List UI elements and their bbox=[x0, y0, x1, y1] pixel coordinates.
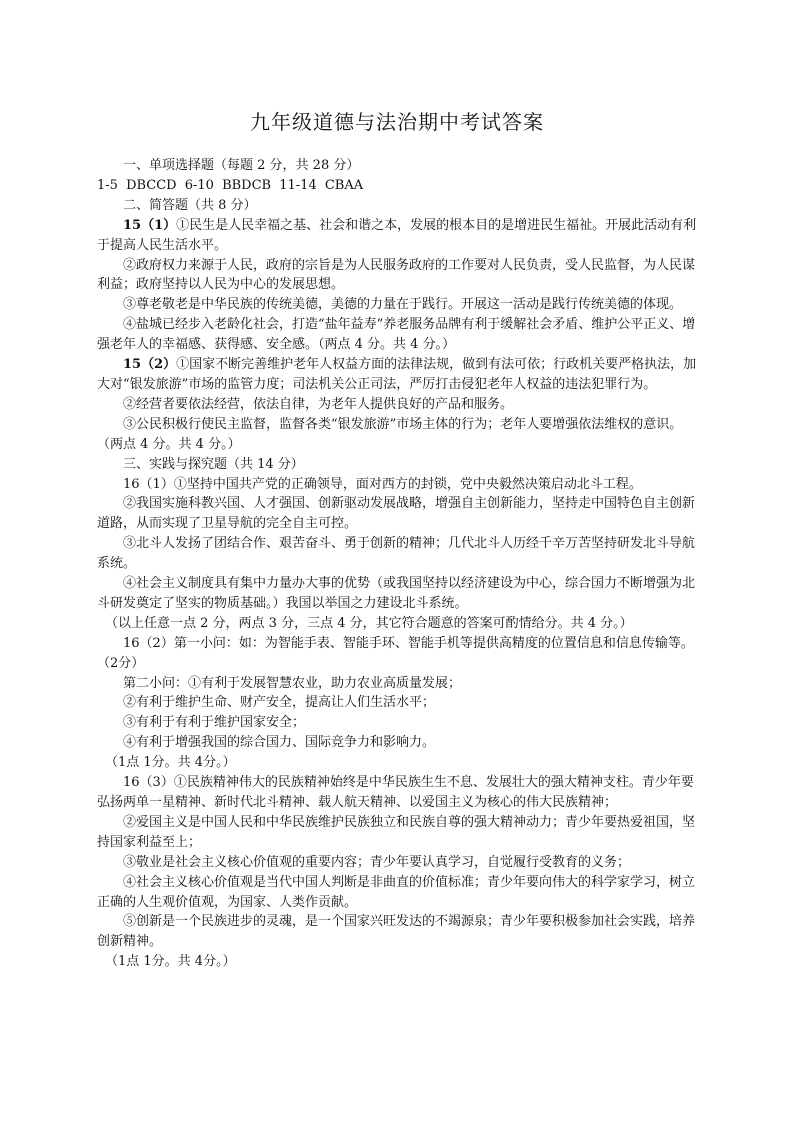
answer-paragraph bbox=[97, 475, 699, 495]
answer-paragraph bbox=[97, 693, 699, 713]
answer-paragraph bbox=[97, 733, 699, 753]
paragraph-text: ②有利于维护生命、财产安全，提高让人们生活水平； bbox=[123, 695, 436, 711]
answer-paragraph bbox=[97, 614, 699, 634]
paragraph-text: ④盐城已经步入老龄化社会，打造“盐年益寿”养老服务品牌有利于缓解社会矛盾、维护公平正义、增强老年人的幸福感、获得感、安全感。（两点 4 分。共 4 分。） bbox=[97, 317, 696, 353]
answer-paragraph bbox=[97, 912, 699, 952]
answer-paragraph bbox=[97, 713, 699, 733]
answer-paragraph bbox=[97, 494, 699, 534]
answer-paragraph bbox=[97, 256, 699, 296]
answer-paragraph bbox=[97, 176, 699, 196]
paragraph-text: 二、简答题（共 8 分） bbox=[123, 197, 257, 213]
paragraph-text: ②我国实施科教兴国、人才强国、创新驱动发展战略，增强自主创新能力，坚持走中国特色自主创新道路，从而实现了卫星导航的完全自主可控。 bbox=[97, 496, 696, 532]
paragraph-text: 1-5 DBCCD 6-10 BBDCB 11-14 CBAA bbox=[97, 177, 364, 193]
answer-paragraph bbox=[97, 415, 699, 455]
answer-paragraph bbox=[97, 156, 699, 176]
answer-paragraph bbox=[97, 873, 699, 913]
paragraph-text: ①国家不断完善维护老年人权益方面的法律法规，做到有法可依；行政机关要严格执法，加大对“银发旅游”市场的监管力度；司法机关公正司法，严厉打击侵犯老年人权益的违法犯罪行为。 bbox=[97, 357, 697, 392]
question-number: 15（1） bbox=[123, 217, 177, 233]
answer-paragraph bbox=[97, 813, 699, 853]
paragraph-text: ①民生是人民幸福之基、社会和谐之本，发展的根本目的是增进民生福祉。开展此活动有利于提高人民生活水平。 bbox=[97, 217, 697, 253]
paragraph-text: ③有利于有利于维护国家安全； bbox=[123, 715, 306, 731]
paragraph-text: （以上任意一点 2 分，两点 3 分，三点 4 分，其它符合题意的答案可酌情给分。共 4 分。） bbox=[105, 615, 633, 631]
answer-paragraph bbox=[97, 853, 699, 873]
paragraph-text: ②爱国主义是中国人民和中华民族维护民族独立和民族自尊的强大精神动力；青少年要热爱祖国，坚持国家利益至上； bbox=[97, 814, 696, 850]
paragraph-text: 16（3）①民族精神伟大的民族精神始终是中华民族生生不息、发展壮大的强大精神支柱。青少年要弘扬两单一星精神、新时代北斗精神、载人航天精神、以爱国主义为核心的伟大民族精神； bbox=[97, 775, 694, 810]
question-number: 15（2） bbox=[123, 357, 177, 373]
paragraph-text: 三、实践与探究题（共 14 分） bbox=[123, 456, 304, 472]
paragraph-text: ②政府权力来源于人民，政府的宗旨是为人民服务政府的工作要对人民负责，受人民监督，为人民谋利益；政府坚持以人民为中心的发展思想。 bbox=[97, 257, 696, 293]
paragraph-text: 一、单项选择题（每题 2 分，共 28 分） bbox=[123, 158, 360, 173]
paragraph-text: ③公民积极行使民主监督，监督各类“银发旅游”市场主体的行为；老年人要增强依法维权的意识。（两点 4 分。共 4 分。） bbox=[97, 416, 683, 452]
paragraph-text: 16（2）第一小问：如：为智能手表、智能手环、智能手机等提供高精度的位置信息和信息传输等。（2分） bbox=[97, 635, 694, 671]
paragraph-text: 第二小问：①有利于发展智慧农业，助力农业高质量发展； bbox=[123, 675, 462, 691]
answer-paragraph bbox=[97, 674, 699, 694]
answer-paragraph bbox=[97, 196, 699, 216]
paragraph-text: ④有利于增强我国的综合国力、国际竞争力和影响力。 bbox=[123, 735, 436, 751]
paragraph-text: ③敬业是社会主义核心价值观的重要内容；青少年要认真学习，自觉履行受教育的义务； bbox=[123, 854, 631, 870]
paragraph-text: （1点 1分。共 4分。） bbox=[105, 755, 236, 771]
answer-paragraph bbox=[97, 773, 699, 813]
answer-paragraph bbox=[97, 295, 699, 315]
paragraph-text: 16（1）①坚持中国共产党的正确领导，面对西方的封锁，党中央毅然决策启动北斗工程。 bbox=[123, 476, 642, 492]
answer-paragraph bbox=[97, 455, 699, 475]
answer-paragraph bbox=[97, 634, 699, 674]
paragraph-text: ④社会主义核心价值观是当代中国人判断是非曲直的价值标准；青少年要向伟大的科学家学习，树立正确的人生观价值观，为国家、人类作贡献。 bbox=[97, 874, 696, 910]
paragraph-text: ④社会主义制度具有集中力量办大事的优势（或我国坚持以经济建设为中心，综合国力不断增强为北斗研发奠定了坚实的物质基础。）我国以举国之力建设北斗系统。 bbox=[97, 576, 696, 611]
answer-paragraph bbox=[97, 355, 699, 395]
paragraph-text: ②经营者要依法经营，依法自律，为老年人提供良好的产品和服务。 bbox=[123, 396, 514, 412]
answer-paragraph bbox=[97, 395, 699, 415]
paragraph-text: ⑤创新是一个民族进步的灵魂，是一个国家兴旺发达的不竭源泉；青少年要积极参加社会实践，培养创新精神。 bbox=[97, 914, 696, 950]
paragraph-text: ③北斗人发扬了团结合作、艰苦奋斗、勇于创新的精神；几代北斗人历经千辛万苦坚持研发北斗导航系统。 bbox=[97, 536, 696, 572]
answer-paragraph bbox=[97, 315, 699, 355]
answer-paragraph bbox=[97, 534, 699, 574]
paragraph-text: ③尊老敬老是中华民族的传统美德，美德的力量在于践行。开展这一活动是践行传统美德的体现。 bbox=[123, 297, 683, 313]
document-title: 九年级道德与法治期中考试答案 bbox=[250, 110, 544, 134]
answer-paragraph bbox=[97, 574, 699, 614]
answer-paragraph bbox=[97, 753, 699, 773]
paragraph-text: （1点 1分。共 4分。） bbox=[105, 954, 236, 970]
answer-paragraph bbox=[97, 952, 699, 972]
answer-paragraph bbox=[97, 216, 699, 256]
document-body bbox=[97, 156, 699, 972]
